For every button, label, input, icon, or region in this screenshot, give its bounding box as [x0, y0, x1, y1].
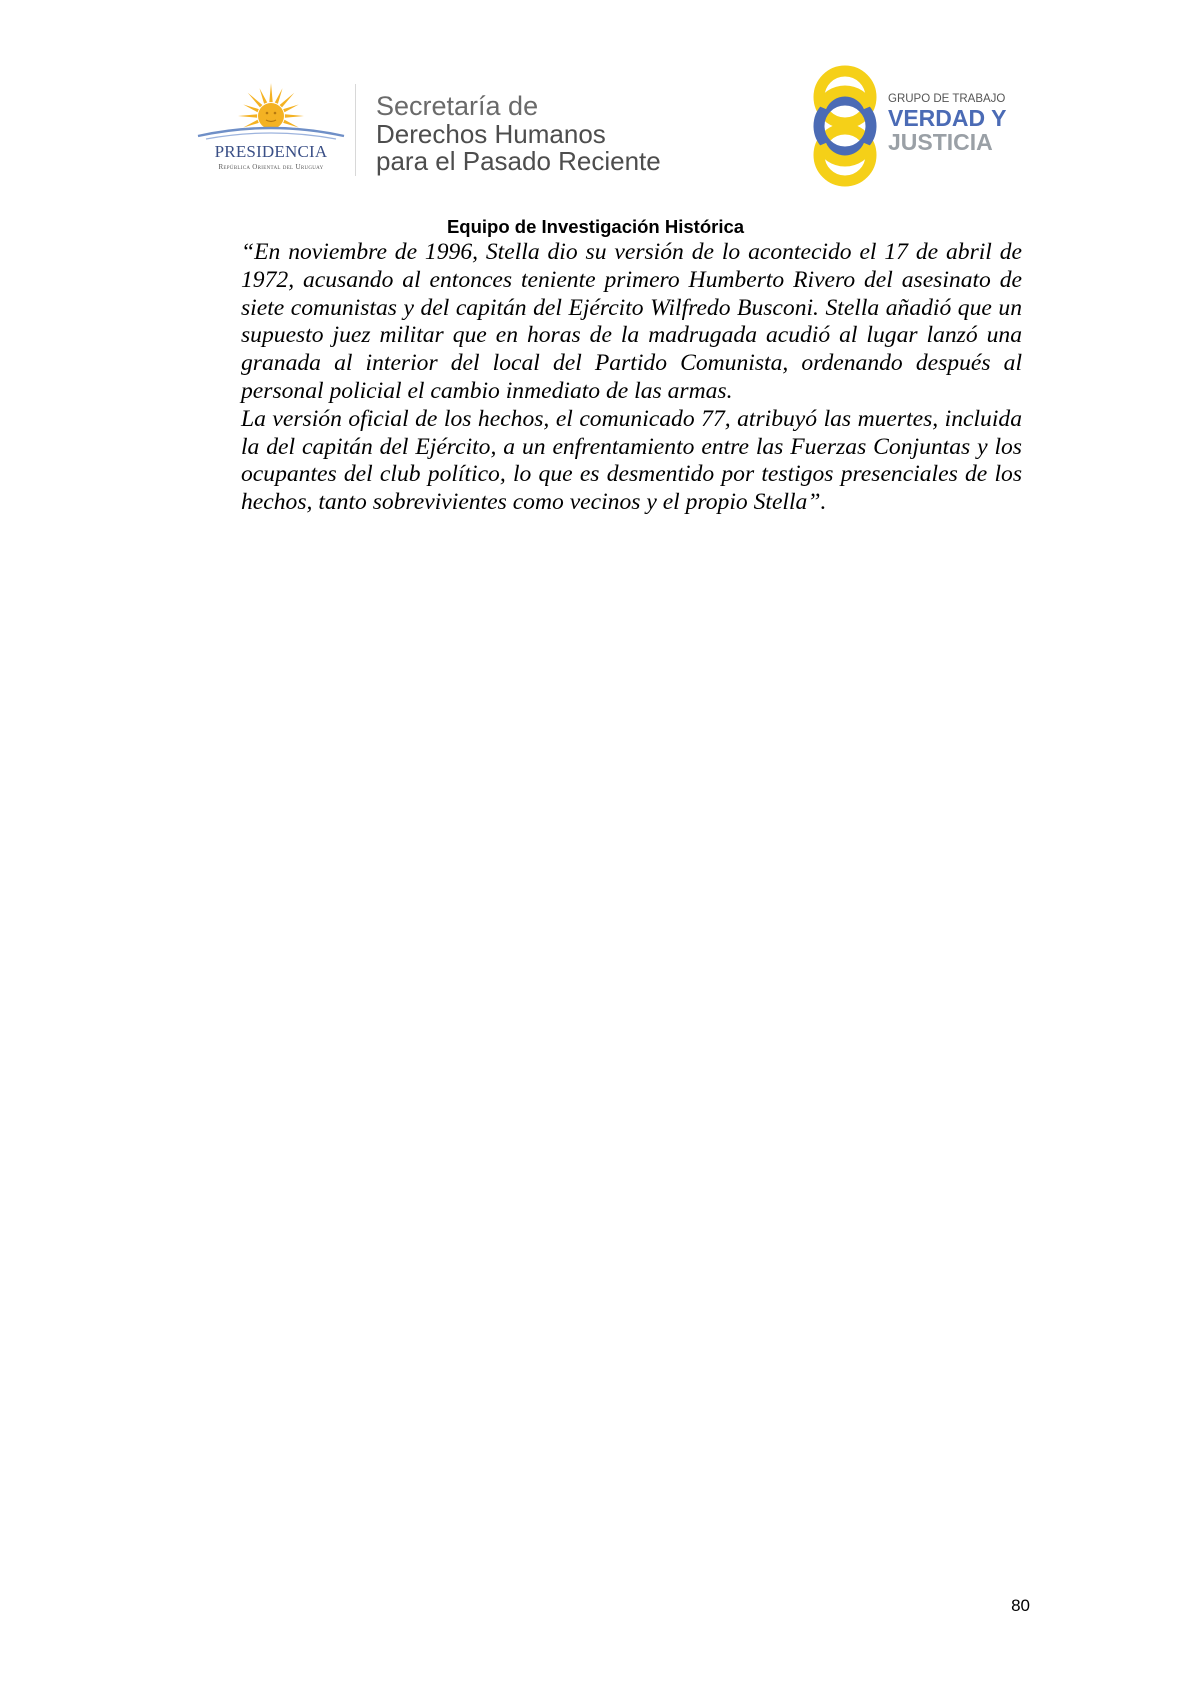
presidencia-logo [196, 82, 346, 178]
body-text [241, 239, 1022, 517]
linked-rings-icon [812, 62, 882, 190]
presidencia-subtitle: República Oriental del Uruguay [218, 163, 324, 171]
grupo-verdad-justicia-logo [812, 62, 1032, 190]
grupo-line-2: VERDAD Y [888, 105, 1007, 131]
grupo-line-1: GRUPO DE TRABAJO [888, 93, 1006, 105]
secretaria-logo-text [376, 92, 661, 175]
sun-emblem-icon [196, 82, 346, 144]
page-header [0, 0, 1191, 200]
section-title: Equipo de Investigación Histórica [446, 216, 745, 237]
grupo-line-3: JUSTICIA [888, 129, 993, 155]
secretaria-line-2: Derechos Humanos [376, 119, 606, 149]
secretaria-line-1: Secretaría de [376, 91, 539, 121]
header-divider [355, 84, 356, 176]
paragraph-2: La versión oficial de los hechos, el comunicado 77, atribuyó las muertes, incluida la del capitán del Ejército, a un enfrentamiento entre las Fuerzas Conjuntas y los ocupantes del club político, lo que es desmentido por testigos presenciales de los hechos, tanto sobrevivientes como vecinos y el propio Stella”. [241, 405, 1022, 516]
paragraph-1: “En noviembre de 1996, Stella dio su versión de lo acontecido el 17 de abril de 1972, acusando al entonces teniente primero Humberto Rivero del asesinato de siete comunistas y del capitán del Ejército Wilfredo Busconi. Stella añadió que un supuesto juez militar que en horas de la madrugada acudió al lugar lanzó una granada al interior del local del Partido Comunista, ordenando después al personal policial el cambio inmediato de las armas. [241, 239, 1022, 404]
page-number: 80 [1011, 1596, 1030, 1615]
presidencia-name: PRESIDENCIA [214, 142, 328, 161]
grupo-text [888, 92, 1006, 154]
secretaria-line-3: para el Pasado Reciente [376, 146, 661, 176]
